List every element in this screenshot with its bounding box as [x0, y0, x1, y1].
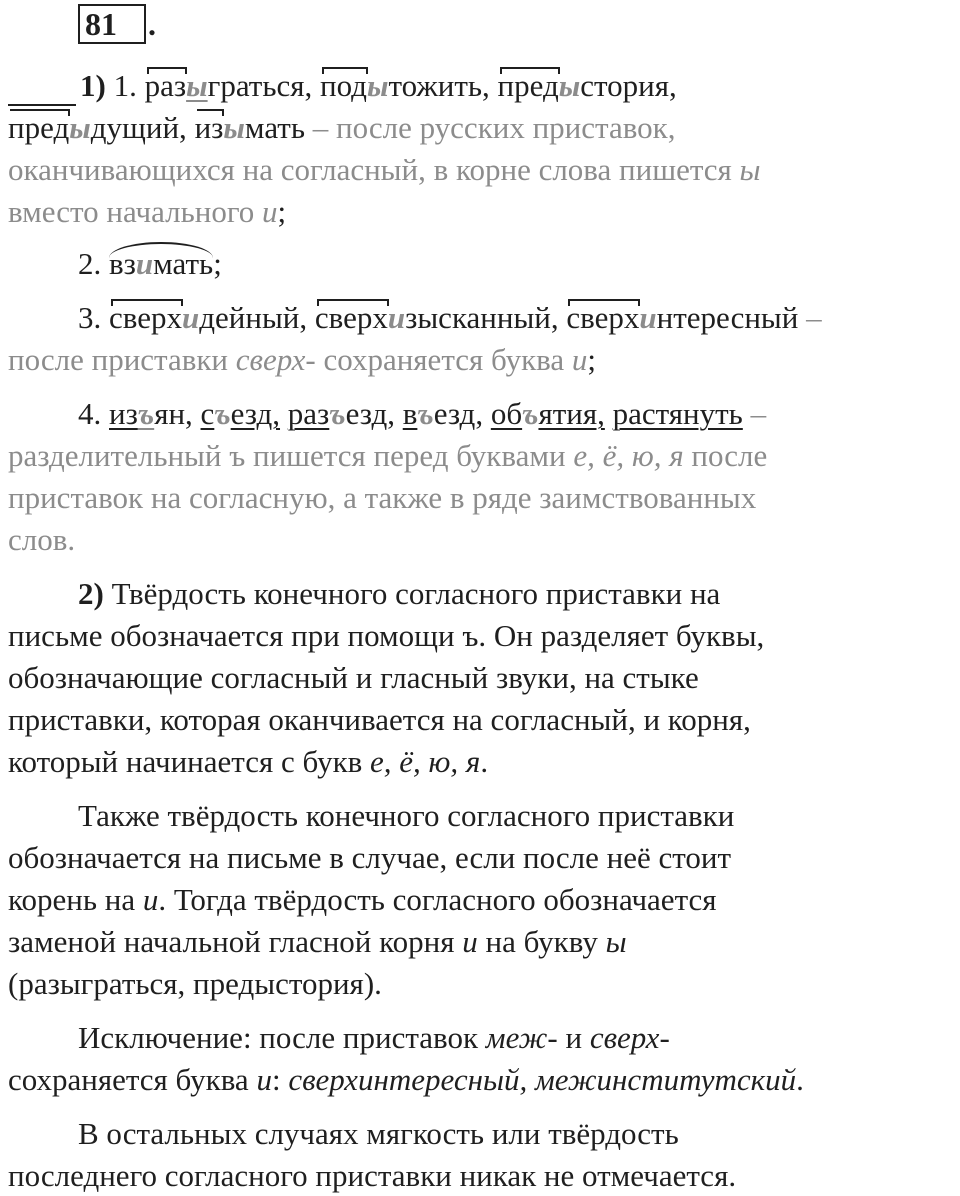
item3-explanation-a: после приставки	[8, 342, 236, 377]
item1-explanation-c: вместо начального	[8, 194, 263, 229]
item3-end: ;	[587, 342, 597, 377]
part2-p4-line1: В остальных случаях мягкость или твёрдость	[78, 1116, 679, 1151]
item3-number: 3.	[78, 300, 102, 335]
word-izymat: изымать	[195, 110, 305, 145]
part1-label: 1)	[80, 68, 106, 103]
part2-p1-end: .	[480, 744, 489, 779]
part2-p4-line2: последнего согласного приставки никак не отмечается.	[8, 1158, 737, 1193]
word-obyatiya: объятия,	[490, 396, 605, 431]
item1-number: 1.	[113, 68, 137, 103]
word-sverkhizyskanny: сверхизысканный,	[315, 300, 559, 335]
item1-line3	[8, 150, 958, 194]
item1-explanation-b-italic: ы	[739, 152, 761, 187]
item4-number: 4.	[78, 396, 102, 431]
item1-line1	[80, 66, 960, 110]
part2-p2-line4: заменой начальной гласной корня и на букву ы	[8, 924, 627, 959]
word-sverkhideyny: сверхидейный,	[109, 300, 307, 335]
part2-p2-line1: Также твёрдость конечного согласного приставки	[78, 798, 735, 833]
word-izyan: изъян,	[109, 396, 193, 431]
part2-p1-line2: письме обозначается при помощи ъ. Он разделяет буквы,	[8, 618, 765, 653]
answer-blank-line	[8, 104, 76, 106]
part2-p1-text5: который начинается с букв	[8, 744, 371, 779]
item1-explanation-b: оканчивающихся на согласный, в корне слова пишется	[8, 152, 740, 187]
item4-explanation-a: разделительный ъ пишется перед буквами	[8, 438, 574, 473]
word-podytozhit: подытожить,	[320, 68, 490, 103]
item1-explanation-end: ;	[277, 194, 287, 229]
part2-p1-line1	[78, 574, 960, 618]
item1-explanation-c-italic: и	[262, 194, 278, 229]
item4-dash: –	[742, 396, 767, 431]
exercise-number-box	[78, 4, 146, 44]
part2-p3-line1: Исключение: после приставок меж- и сверх-	[78, 1020, 670, 1055]
word-vzimat: взимать	[109, 244, 213, 284]
word-rastyanut: растянуть	[612, 396, 743, 431]
item4-line2	[8, 436, 958, 480]
item3-line2	[8, 340, 958, 384]
item3-explanation-italic: сверх	[235, 342, 306, 377]
part2-p1-line5	[8, 742, 958, 786]
word-sverkhinteresny: сверхинтересный	[566, 300, 798, 335]
part2-p1-italic: е, ё, ю, я	[370, 744, 481, 779]
item4-explanation-a2: после	[683, 438, 768, 473]
item4-line3: приставок на согласную, а также в ряде заимствованных	[8, 480, 757, 515]
part2-p3-line2: сохраняется буква и: сверхинтересный, межинститутский.	[8, 1062, 804, 1097]
part2-label: 2)	[78, 576, 104, 611]
word-sezd: съезд,	[200, 396, 281, 431]
item2-number: 2.	[78, 246, 102, 281]
word-vezd: въезд,	[402, 396, 484, 431]
item3-explanation-italic2: и	[571, 342, 588, 377]
word-predystoriya: предыстория,	[498, 68, 677, 103]
word-razygratsya: разыграться,	[145, 68, 313, 103]
part2-p1-line3: обозначающие согласный и гласный звуки, на стыке	[8, 660, 699, 695]
item4-line1	[78, 394, 960, 438]
item4-explanation-italic: е, ё, ю, я	[573, 438, 684, 473]
word-predydushchiy: предыдущий,	[8, 110, 187, 145]
item1-explanation-a: – после русских приставок,	[304, 110, 676, 145]
part2-p1-text1: Твёрдость конечного согласного приставки на	[103, 576, 721, 611]
item2-end: ;	[213, 246, 222, 281]
exercise-number: 81	[85, 6, 117, 42]
part2-p2-line3: корень на и. Тогда твёрдость согласного обозначается	[8, 882, 717, 917]
item4-line4: слов.	[8, 522, 76, 557]
item3-explanation-b: - сохраняется буква	[305, 342, 572, 377]
item2-line	[78, 244, 960, 288]
item3-dash: –	[798, 300, 822, 335]
word-razezd: разъезд,	[287, 396, 395, 431]
part2-p2-line5: (разыграться, предыстория).	[8, 966, 382, 1001]
part2-p2-line2: обозначается на письме в случае, если после неё стоит	[8, 840, 732, 875]
item3-line1	[78, 298, 960, 342]
item1-line2	[8, 108, 958, 152]
item1-line4	[8, 192, 958, 236]
exercise-number-dot: .	[148, 6, 156, 42]
part2-p1-line4: приставки, которая оканчивается на согласный, и корня,	[8, 702, 751, 737]
